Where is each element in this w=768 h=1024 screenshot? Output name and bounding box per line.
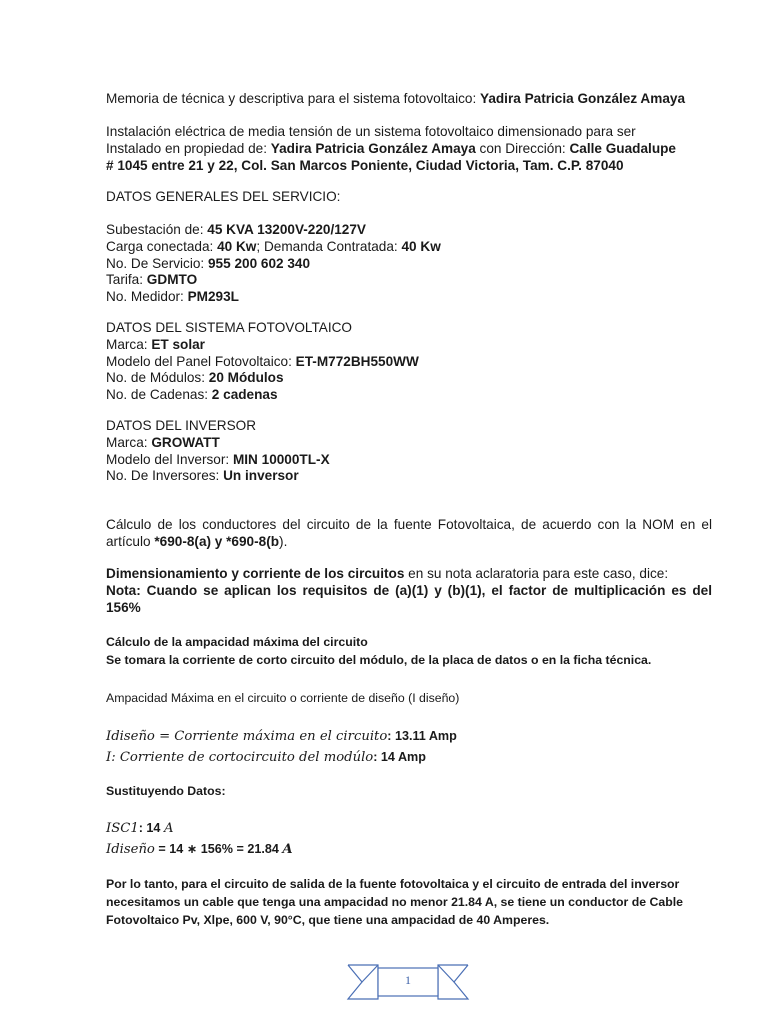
inversor-cantidad-row: No. De Inversores: Un inversor	[106, 468, 299, 484]
dim-line: Dimensionamiento y corriente de los circuitos en su nota aclaratoria para este caso, dice:	[106, 566, 669, 581]
sistema-data	[106, 320, 716, 404]
servicio-data	[106, 222, 716, 306]
subestacion-row: Subestación de: 45 KVA 13200V-220/127V	[106, 222, 366, 237]
panel-marca-row: Marca: ET solar	[106, 336, 205, 352]
conclusion-line-3: Fotovoltaico Pv, Xlpe, 600 V, 90°C, que tiene una ampacidad de 40 Amperes.	[106, 913, 550, 927]
sustitucion-block	[106, 818, 716, 860]
owner-name: Yadira Patricia González Amaya	[480, 91, 686, 106]
intro-line-2: Instalado en propiedad de: Yadira Patricia González Amaya con Dirección: Calle Guadalupe	[106, 140, 676, 156]
conclusion-line-2: necesitamos un cable que tenga una ampacidad no menor 21.84 A, se tiene un conductor de Cable	[106, 895, 683, 909]
ampacidad-intro	[106, 633, 716, 669]
sistema-heading: DATOS DEL SISTEMA FOTOVOLTAICO	[106, 320, 352, 335]
intro-line-1: Instalación eléctrica de media tensión de un sistema fotovoltaico dimensionado para ser	[106, 124, 636, 139]
page-number: 1	[405, 973, 411, 987]
ampacidad-title: Cálculo de la ampacidad máxima del circuito	[106, 635, 368, 649]
intro-paragraph	[106, 124, 716, 174]
nota-line-1: Nota: Cuando se aplican los requisitos de (a)(1) y (b)(1), el factor de multiplicación es del	[106, 582, 712, 598]
cadenas-row: No. de Cadenas: 2 cadenas	[106, 387, 278, 403]
carga-row: Carga conectada: 40 Kw; Demanda Contratada: 40 Kw	[106, 238, 441, 254]
tarifa-row: Tarifa: GDMTO	[106, 272, 198, 288]
inversor-heading: DATOS DEL INVERSOR	[106, 418, 257, 433]
intro-title	[106, 91, 716, 108]
inversor-marca-row: Marca: GROWATT	[106, 434, 220, 450]
formula-block	[106, 726, 716, 768]
calc-formula: Idiseño = 14 ∗ 156% = 21.84 A	[106, 842, 293, 857]
isc-formula: ISC1: 14 A	[106, 821, 174, 836]
memoria-label: Memoria de técnica y descriptiva para el sistema fotovoltaico:	[106, 91, 480, 106]
i-formula: I: Corriente de cortocircuito del modúlo: 14 Amp	[106, 750, 426, 765]
sustituyendo-label: Sustituyendo Datos:	[106, 784, 226, 798]
dimensionamiento-paragraph	[106, 566, 712, 616]
conclusion-paragraph	[106, 875, 716, 929]
inversor-modelo-row: Modelo del Inversor: MIN 10000TL-X	[106, 451, 330, 467]
inversor-data	[106, 418, 716, 485]
servicio-row: No. De Servicio: 955 200 602 340	[106, 255, 311, 271]
conclusion-line-1: Por lo tanto, para el circuito de salida de la fuente fotovoltaica y el circuito de entrada del inversor	[106, 877, 680, 891]
page-number-ribbon	[340, 962, 476, 1002]
medidor-row: No. Medidor: PM293L	[106, 289, 239, 305]
ampacidad-maxima: Ampacidad Máxima en el circuito o corriente de diseño (I diseño)	[106, 691, 460, 705]
idiseno-formula: Idiseño = Corriente máxima en el circuito: 13.11 Amp	[106, 729, 457, 744]
calculo-line-1: Cálculo de los conductores del circuito de la fuente Fotovoltaica, de acuerdo con la NOM en el	[106, 517, 712, 532]
calculo-line-2: artículo *690-8(a) y *690-8(b).	[106, 533, 288, 549]
panel-modelo-row: Modelo del Panel Fotovoltaico: ET-M772BH550WW	[106, 353, 419, 369]
calculo-paragraph	[106, 517, 712, 551]
servicio-heading: DATOS GENERALES DEL SERVICIO:	[106, 189, 341, 204]
intro-line-3: # 1045 entre 21 y 22, Col. San Marcos Poniente, Ciudad Victoria, Tam. C.P. 87040	[106, 157, 624, 173]
nota-line-2: 156%	[106, 599, 141, 615]
ampacidad-subtitle: Se tomara la corriente de corto circuito del módulo, de la placa de datos o en la ficha técnica.	[106, 653, 652, 667]
modulos-row: No. de Módulos: 20 Módulos	[106, 370, 284, 386]
